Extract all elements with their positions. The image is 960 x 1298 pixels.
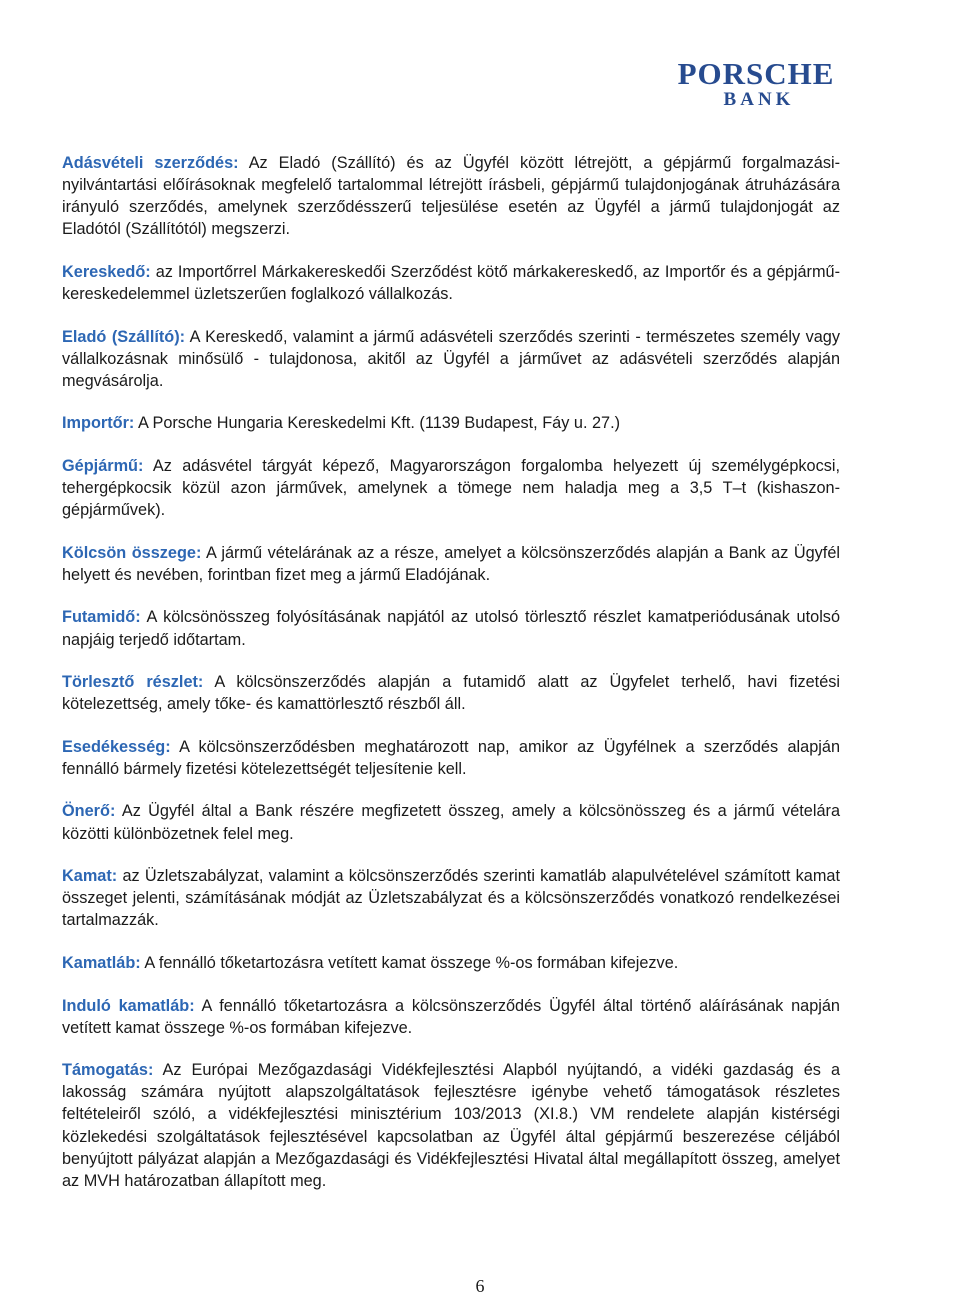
definition-elado: [62, 326, 840, 392]
definition-term: Importőr:: [62, 414, 135, 433]
definition-text: az Importőrrel Márkakereskedői Szerződést kötő márkakereskedő, az Importőr és a gépjármű-kereskedelemmel üzletszerűen foglalkozó vállalkozás.: [62, 262, 840, 303]
definition-text: Az adásvétel tárgyát képező, Magyarországon forgalomba helyezett új személygépkocsi, tehergépkocsik közül azon járművek, amelynek a tömege nem haladja meg a 3,5 T–t (kishaszon-gépjárművek).: [62, 456, 841, 520]
definition-term: Eladó (Szállító):: [62, 327, 186, 346]
definition-text: Az Ügyfél által a Bank részére megfizetett összeg, amely a kölcsönösszeg és a jármű vételára közötti különbözetnek felel meg.: [62, 802, 841, 843]
definition-futamido: [62, 606, 840, 650]
definition-term: Kölcsön összege:: [62, 543, 202, 562]
definition-text: A kölcsönszerződésben meghatározott nap, amikor az Ügyfélnek a szerződés alapján fennálló bármely fizetési kötelezettségét teljesítenie kell.: [62, 737, 840, 778]
definition-term: Esedékesség:: [62, 737, 171, 756]
definition-term: Támogatás:: [62, 1061, 154, 1080]
definition-importor: [62, 412, 840, 434]
definition-kamat: [62, 865, 840, 931]
definition-term: Kereskedő:: [62, 262, 151, 281]
definition-esedekesseg: [62, 736, 840, 780]
definition-text: Az Eladó (Szállító) és az Ügyfél között létrejött, a gépjármű forgalmazási-nyilvántartási előírásoknak megfelelő tartalommal létrejött írásbeli, gépjármű tulajdonjogának átruházására irányuló szerződés, amelynek szerződésszerű teljesülése esetén az Ügyfél a jármű tulajdonjogát az Eladótól (Szállítótól) megszerzi.: [62, 154, 841, 239]
definitions-list: [62, 152, 840, 1192]
definition-text: A kölcsönszerződés alapján a futamidő alatt az Ügyfelet terhelő, havi fizetési kötelezettség, amely tőke- és kamattörlesztő részből áll.: [62, 673, 841, 714]
definition-gepjarmu: [62, 455, 840, 521]
definition-term: Induló kamatláb:: [62, 996, 195, 1015]
definition-term: Adásvételi szerződés:: [62, 154, 239, 172]
definition-kereskedo: [62, 261, 840, 305]
definition-kamatlab: [62, 952, 840, 974]
definition-tamogatas: [62, 1059, 840, 1192]
page-number: 6: [475, 1276, 485, 1296]
definition-oneró: [62, 800, 840, 844]
porsche-bank-logo: [648, 58, 864, 116]
definition-term: Kamat:: [62, 867, 118, 886]
definition-text: A Porsche Hungaria Kereskedelmi Kft. (1139 Budapest, Fáy u. 27.): [137, 414, 621, 433]
definition-term: Önerő:: [62, 802, 116, 821]
logo-sub: BANK: [723, 89, 795, 110]
definition-text: Az Európai Mezőgazdasági Vidékfejlesztési Alapból nyújtandó, a vidéki gazdaság és a lakosság számára nyújtott alapszolgáltatások fejlesztésre igénybe vehető támogatások részletes feltételeiről szóló, a vidékfejlesztési minisztérium 103/2013 (XI.8.) VM rendelete alapján kistérségi közlekedési szolgáltatások fejlesztésével kapcsolatban az Ügyfél által gépjármű beszerezése céljából benyújtott pályázat alapján a Mezőgazdasági és Vidékfejlesztési Hivatal által megállapított összeg, amelyet az MVH határozatban állapított meg.: [62, 1061, 841, 1190]
definition-kolcson-osszege: [62, 542, 840, 586]
definition-term: Kamatláb:: [62, 953, 141, 972]
definition-term: Gépjármű:: [62, 456, 144, 475]
definition-adasveteli-szerzodes: [62, 152, 840, 240]
definition-text: A kölcsönösszeg folyósításának napjától az utolsó törlesztő részlet kamatperiódusának utolsó napjáig terjedő időtartam.: [62, 608, 841, 649]
definition-text: A Kereskedő, valamint a jármű adásvételi szerződés szerinti - természetes személy vagy vállalkozásnak minősülő - tulajdonosa, akitől az Ügyfél a járművet az adásvételi szerződés alapján megvásárolja.: [62, 327, 841, 390]
definition-text: A fennálló tőketartozásra a kölcsönszerződés Ügyfél által történő aláírásának napján vetített kamat összege %-os formában kifejezve.: [62, 996, 840, 1037]
definition-term: Törlesztő részlet:: [62, 673, 204, 692]
definition-term: Futamidő:: [62, 608, 141, 627]
definition-indulo-kamatlab: [62, 995, 840, 1039]
definition-torleszto-reszlet: [62, 671, 840, 715]
logo-brand: PORSCHE: [677, 56, 835, 91]
definition-text: A fennálló tőketartozásra vetített kamat összege %-os formában kifejezve.: [144, 953, 679, 972]
definition-text: az Üzletszabályzat, valamint a kölcsönszerződés szerinti kamatláb alapulvételével számított kamat összeget jelenti, számításának módját az Üzletszabályzat és a kölcsönszerződés vonatkozó rendelkezései tartalmazzák.: [62, 867, 841, 930]
definition-text: A jármű vételárának az a része, amelyet a kölcsönszerződés alapján a Bank az Ügyfél helyett és nevében, forintban fizet meg a jármű Eladójának.: [62, 543, 840, 584]
